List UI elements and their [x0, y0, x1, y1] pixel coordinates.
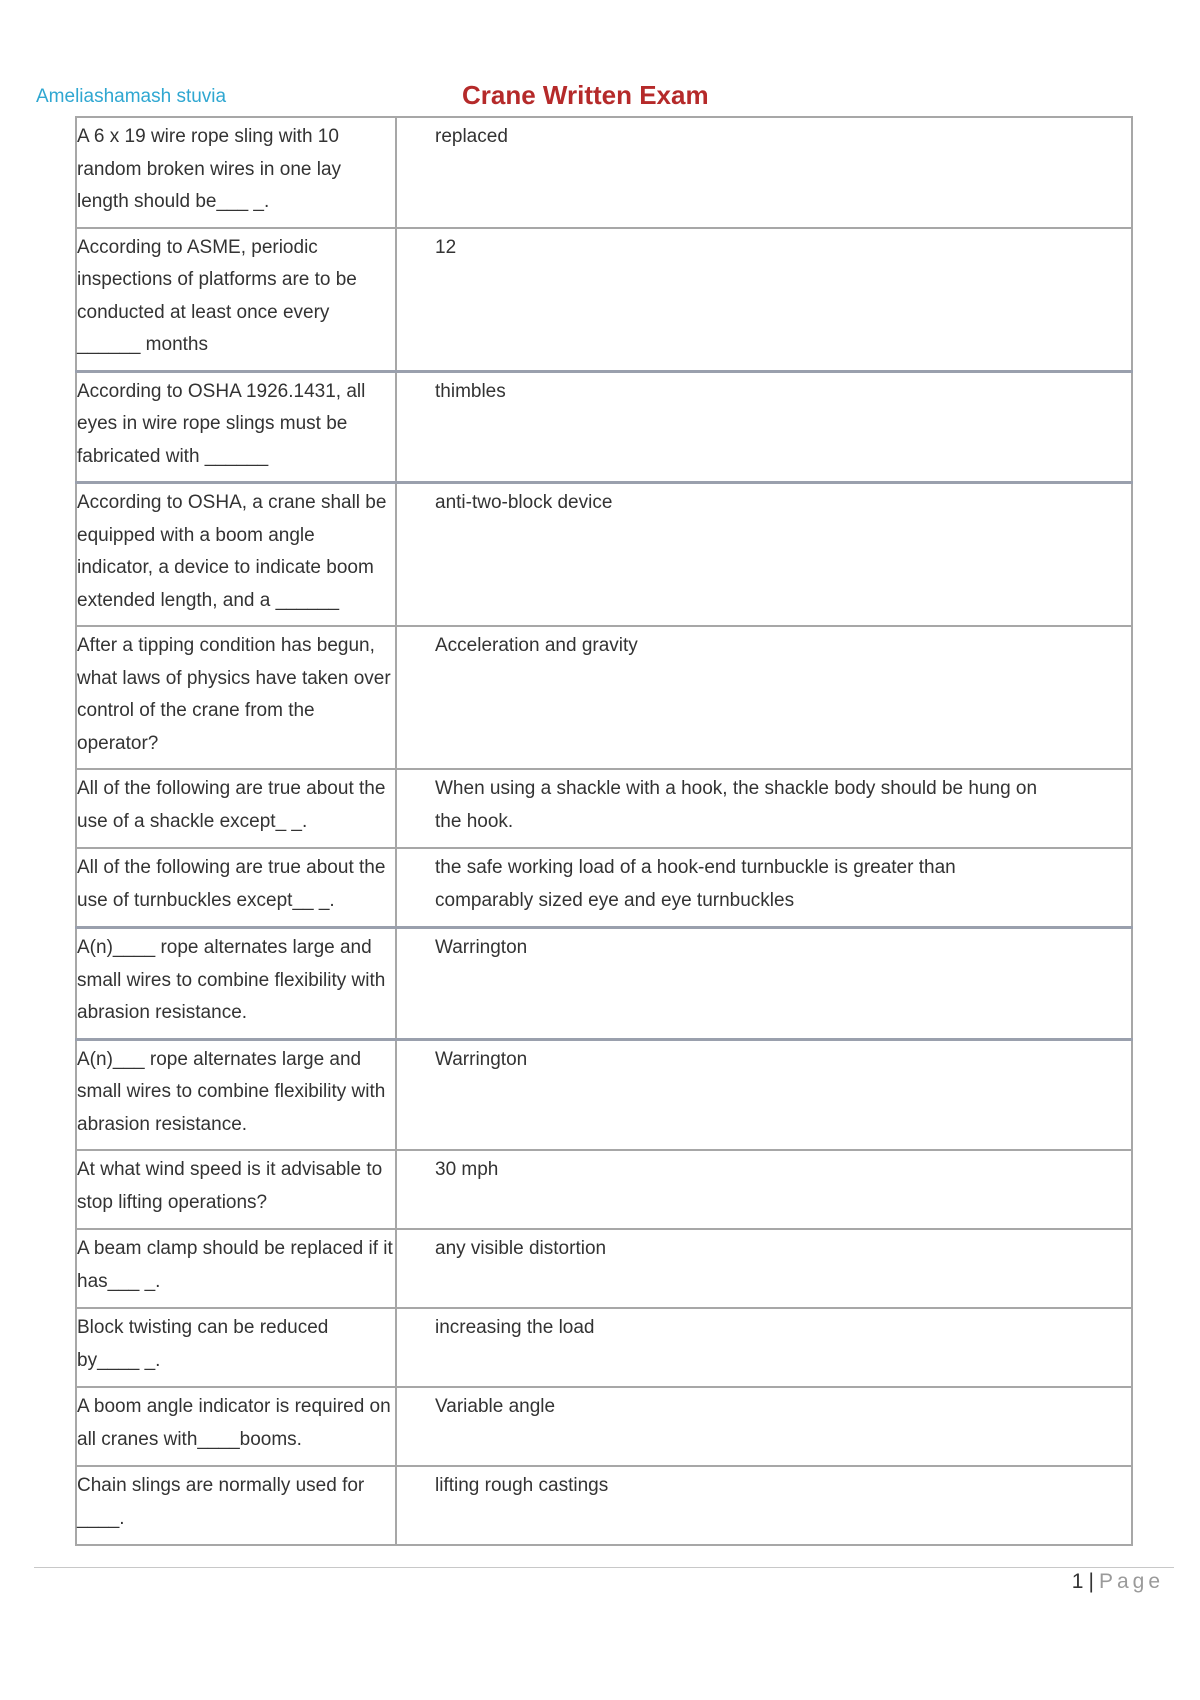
- table-row: [76, 117, 1132, 228]
- answer-cell: When using a shackle with a hook, the shackle body should be hung on the hook.: [396, 769, 1132, 848]
- question-cell: A 6 x 19 wire rope sling with 10 random broken wires in one lay length should be___ _.: [76, 117, 396, 228]
- answer-cell: increasing the load: [396, 1308, 1132, 1387]
- answer-cell: thimbles: [396, 371, 1132, 483]
- table-row: [76, 1387, 1132, 1466]
- question-cell: A beam clamp should be replaced if it has___ _.: [76, 1229, 396, 1308]
- question-cell: After a tipping condition has begun, what laws of physics have taken over control of the crane from the operator?: [76, 626, 396, 769]
- answer-cell: Warrington: [396, 1039, 1132, 1150]
- table-row: [76, 228, 1132, 372]
- qa-table: [75, 116, 1133, 1546]
- answer-cell: Warrington: [396, 928, 1132, 1040]
- footer-divider: [34, 1567, 1174, 1568]
- table-row: [76, 769, 1132, 848]
- footer-separator: |: [1088, 1570, 1095, 1593]
- table-row: [76, 483, 1132, 627]
- question-cell: According to OSHA, a crane shall be equipped with a boom angle indicator, a device to indicate boom extended length, and a ______: [76, 483, 396, 627]
- answer-cell: 12: [396, 228, 1132, 372]
- page-number: 1: [1071, 1570, 1085, 1593]
- table-row: [76, 371, 1132, 483]
- question-cell: Block twisting can be reduced by____ _.: [76, 1308, 396, 1387]
- question-cell: Chain slings are normally used for ____.: [76, 1466, 396, 1545]
- answer-cell: the safe working load of a hook-end turnbuckle is greater than comparably sized eye and eye turnbuckles: [396, 848, 1132, 928]
- header-author: Ameliashamash stuvia: [36, 86, 227, 107]
- question-cell: At what wind speed is it advisable to stop lifting operations?: [76, 1150, 396, 1229]
- answer-cell: Variable angle: [396, 1387, 1132, 1466]
- question-cell: All of the following are true about the use of a shackle except_ _.: [76, 769, 396, 848]
- table-row: [76, 1466, 1132, 1545]
- question-cell: According to ASME, periodic inspections of platforms are to be conducted at least once every ______ months: [76, 228, 396, 372]
- question-cell: According to OSHA 1926.1431, all eyes in wire rope slings must be fabricated with ______: [76, 371, 396, 483]
- question-cell: All of the following are true about the use of turnbuckles except__ _.: [76, 848, 396, 928]
- table-row: [76, 1150, 1132, 1229]
- page-label: Page: [1098, 1570, 1164, 1593]
- answer-cell: 30 mph: [396, 1150, 1132, 1229]
- answer-cell: any visible distortion: [396, 1229, 1132, 1308]
- answer-cell: lifting rough castings: [396, 1466, 1132, 1545]
- answer-cell: replaced: [396, 117, 1132, 228]
- question-cell: A(n)___ rope alternates large and small wires to combine flexibility with abrasion resistance.: [76, 1039, 396, 1150]
- table-row: [76, 1308, 1132, 1387]
- answer-cell: anti-two-block device: [396, 483, 1132, 627]
- question-cell: A boom angle indicator is required on all cranes with____booms.: [76, 1387, 396, 1466]
- table-row: [76, 928, 1132, 1040]
- page-footer: [1072, 1570, 1164, 1594]
- table-row: [76, 848, 1132, 928]
- table-row: [76, 626, 1132, 769]
- answer-cell: Acceleration and gravity: [396, 626, 1132, 769]
- table-row: [76, 1229, 1132, 1308]
- question-cell: A(n)____ rope alternates large and small wires to combine flexibility with abrasion resistance.: [76, 928, 396, 1040]
- page-title: Crane Written Exam: [462, 80, 709, 110]
- table-row: [76, 1039, 1132, 1150]
